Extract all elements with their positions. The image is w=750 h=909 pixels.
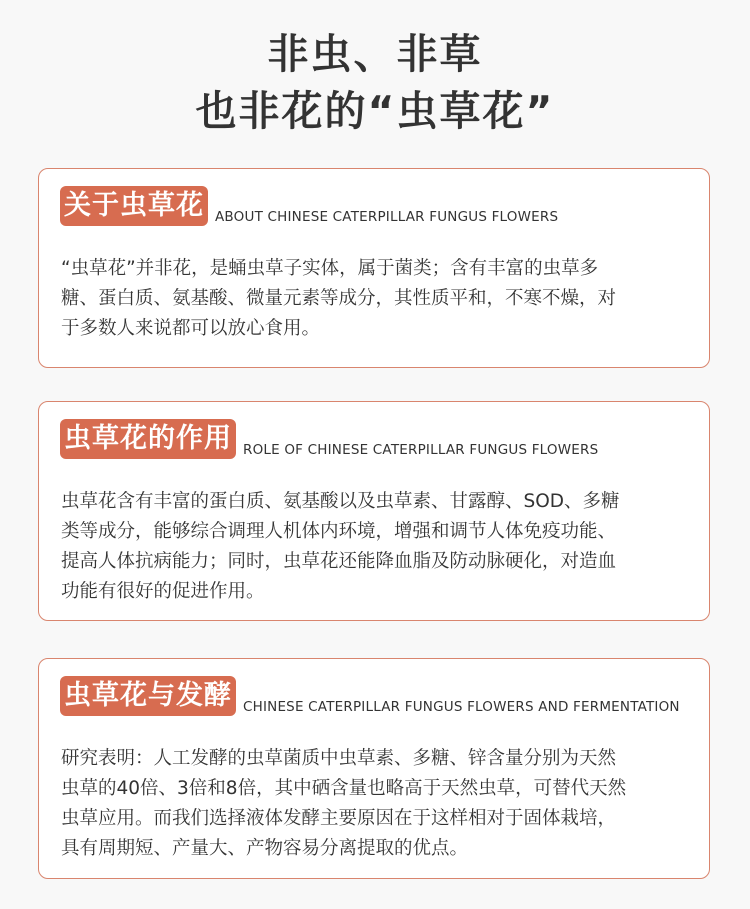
role-section-card: [38, 401, 710, 621]
about-section-header: [60, 186, 558, 226]
fermentation-section-subtitle: CHINESE CATERPILLAR FUNGUS FLOWERS AND FERMENTATION: [243, 699, 680, 715]
fermentation-section-body: [61, 744, 693, 864]
body-line: 虫草的40倍、3倍和8倍，其中硒含量也略高于天然虫草，可替代天然: [61, 778, 627, 799]
role-section-subtitle: ROLE OF CHINESE CATERPILLAR FUNGUS FLOWERS: [243, 442, 599, 458]
body-line: 虫草应用。而我们选择液体发酵主要原因在于这样相对于固体栽培，: [61, 808, 617, 829]
role-section-body: [61, 487, 693, 607]
about-section-subtitle: ABOUT CHINESE CATERPILLAR FUNGUS FLOWERS: [215, 209, 559, 225]
about-section-card: [38, 168, 710, 368]
body-line: 糖、蛋白质、氨基酸、微量元素等成分，其性质平和，不寒不燥，对: [61, 288, 617, 309]
body-line: 于多数人来说都可以放心食用。: [61, 318, 321, 339]
fermentation-section-header: [60, 676, 680, 716]
body-line: “虫草花”并非花，是蛹虫草子实体，属于菌类；含有丰富的虫草多: [61, 258, 599, 279]
role-section-tag: 虫草花的作用: [60, 419, 236, 459]
fermentation-section-card: [38, 658, 710, 879]
body-line: 功能有很好的促进作用。: [61, 581, 265, 602]
about-section-body: [61, 254, 693, 344]
body-line: 研究表明：人工发酵的虫草菌质中虫草素、多糖、锌含量分别为天然: [61, 748, 617, 769]
role-section-header: [60, 419, 598, 459]
body-line: 虫草花含有丰富的蛋白质、氨基酸以及虫草素、甘露醇、SOD、多糖: [61, 491, 620, 512]
body-line: 具有周期短、产量大、产物容易分离提取的优点。: [61, 838, 469, 859]
fermentation-section-tag: 虫草花与发酵: [60, 676, 236, 716]
page-title-line-2: 也非花的“虫草花”: [195, 87, 555, 135]
body-line: 提高人体抗病能力；同时，虫草花还能降血脂及防动脉硬化，对造血: [61, 551, 617, 572]
about-section-tag: 关于虫草花: [60, 186, 208, 226]
page-title: [0, 26, 750, 140]
page-title-line-1: 非虫、非草: [267, 30, 483, 78]
body-line: 类等成分，能够综合调理人机体内环境，增强和调节人体免疫功能、: [61, 521, 617, 542]
